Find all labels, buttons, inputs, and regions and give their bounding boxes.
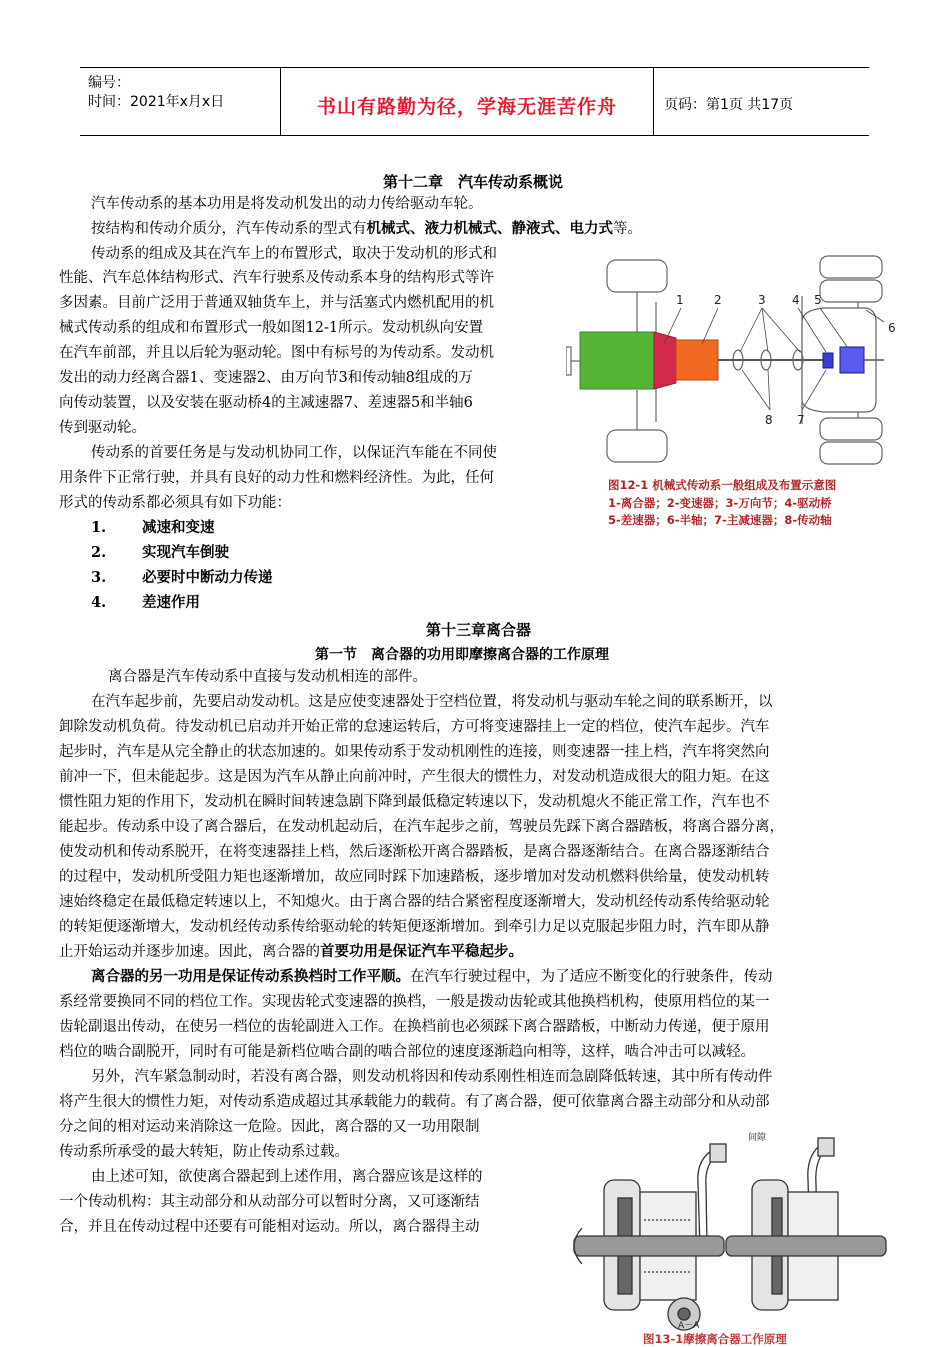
motto: 书山有路勤为径，学海无涯苦作舟 [316,96,617,118]
ch13-para-3-first [91,965,773,990]
function-list-item [91,541,229,566]
list-num: 4. [91,594,107,611]
clutch [654,332,676,389]
ch13-para-3-bold: 离合器的另一功用是保证传动系换档时工作平顺。 [91,968,410,985]
ch13-para-2-line: 在汽车起步前，先要启动发动机。这是应使变速器处于空档位置，将发动机与驱动车轮之间的联系断开，以 [91,694,773,710]
chapter12-title: 第十二章 汽车传动系概说 [383,173,564,191]
ch13-para-4-line: 将产生很大的惯性力矩，对传动系造成超过其承载能力的载荷。有了离合器，便可依靠离合器主动部分和从动部 [59,1094,770,1110]
figure-label: 2 [714,293,722,307]
chapter13-title: 第十三章离合器 [426,621,532,639]
main-reducer [823,353,833,368]
list-num: 3. [91,569,107,586]
ch12-para-3-line: 在汽车前部，并且以后轮为驱动轮。图中有标号的为传动系。发动机 [59,345,494,361]
ch12-para-3-line: 向传动装置，以及安装在驱动桥4的主减速器7、差速器5和半轴6 [59,395,473,411]
ch13-para-2-last-bold: 首要功用是保证汽车平稳起步。 [320,943,523,960]
list-text: 减速和变速 [142,519,215,536]
figure-label: 1 [676,293,684,307]
figure-caption-line: 1-离合器；2-变速器；3-万向节；4-驱动桥 [608,496,832,510]
list-text: 实现汽车倒驶 [142,544,229,561]
function-list-item [91,591,200,616]
gearbox [676,340,718,380]
ch13-para-4-line: 分之间的相对运动来消除这一危险。因此，离合器的又一功用限制 [59,1119,480,1135]
ch12-para-2-text: 按结构和传动介质分，汽车传动系的型式有 [91,221,367,237]
figure-caption-line: 5-差速器；6-半轴；7-主减速器；8-传动轴 [608,513,832,527]
ch12-para-3-line: 性能、汽车总体结构形式、汽车行驶系及传动系本身的结构形式等许 [59,270,494,286]
list-num: 1. [91,519,107,536]
ch13-para-2-line: 能起步。传动系中设了离合器后，在发动机起动后，在汽车起步之前，驾驶员先踩下离合器踏板，将离合器分离， [59,819,784,835]
rear-wheel [820,418,882,440]
ch13-para-2-line: 起步时，汽车是从完全静止的状态加速的。如果传动系于发动机刚性的连接，则变速器一挂上档，汽车将突然向 [59,744,770,760]
differential [840,347,864,373]
ch13-para-5-line: 由上述可知，欲使离合器起到上述作用，离合器应该是这样的 [91,1169,483,1185]
ch12-para-1: 汽车传动系的基本功用是将发动机发出的动力传给驱动车轮。 [91,196,483,212]
front-wheel [607,260,667,292]
figure-label: 7 [797,413,805,427]
ch13-para-5-line: 合，并且在传动过程中还要有可能相对运动。所以，离合器得主动 [59,1219,480,1235]
section-title: 第一节 离合器的功用即摩擦离合器的工作原理 [315,647,609,663]
list-text: 必要时中断动力传递 [142,569,273,586]
ch13-para-5-line: 一个传动机构：其主动部分和从动部分可以暂时分离，又可逐渐结 [59,1194,480,1210]
ch12-para-2 [91,217,642,242]
ch12-para-2-bold: 机械式、液力机械式、静液式、电力式 [366,220,613,237]
ch12-para-3-line: 械式传动系的组成和布置形式一般如图12-1所示。发动机纵向安置 [59,320,484,336]
page-header [80,67,869,136]
ch12-para-4-line: 传动系的首要任务是与发动机协同工作，以保证汽车能在不同使 [91,445,497,461]
function-list-item [91,566,273,591]
header-page-cell [654,68,869,135]
list-num: 2. [91,544,107,561]
engine [580,332,654,389]
header-motto-cell [281,68,654,135]
front-wheel [607,430,667,462]
ch13-para-3-line: 系经常要换同不同的档位工作。实现齿轮式变速器的换档，一般是拨动齿轮或其他换档机构，使原用档位的某一 [59,994,770,1010]
ch13-para-3-text: 在汽车行驶过程中，为了适应不断变化的行驶条件，传动 [410,969,773,985]
rear-wheel [820,442,882,464]
ch13-para-3-line: 档位的啮合副脱开，同时有可能是新档位啮合副的啮合部位的速度逐渐趋向相等，这样，啮合冲击可以减轻。 [59,1044,755,1060]
ch13-para-2-line: 前冲一下，但未能起步。这是因为汽车从静止向前冲时，产生很大的惯性力，对发动机造成很大的阻力矩。在这 [59,769,770,785]
ch13-para-2-line: 使发动机和传动系脱开，在将变速器挂上档，然后逐渐松开离合器踏板，是离合器逐渐结合。在离合器逐渐结合 [59,844,770,860]
ch12-para-3-line: 发出的动力经离合器1、变速器2、由万向节3和传动轴8组成的万 [59,370,473,386]
ch13-para-2-line: 卸除发动机负荷。待发动机已启动并开始正常的怠速运转后，方可将变速器挂上一定的档位，使汽车起步。汽车 [59,719,770,735]
figure-label: A－A [678,1321,700,1331]
ch13-para-2-line: 速始终稳定在最低稳定转速以上，不知熄火。由于离合器的结合紧密程度逐渐增大，发动机经传动系传给驱动轮 [59,894,770,910]
ch13-para-4-line: 另外，汽车紧急制动时，若没有离合器，则发动机将因和传动系刚性相连而急剧降低转速，其中所有传动件 [91,1069,773,1085]
code-label: 编号： [88,75,130,91]
rear-wheel [820,280,882,302]
ch12-para-3-line: 传动系的组成及其在汽车上的布置形式，取决于发动机的形式和 [91,246,497,262]
ch13-para-1: 离合器是汽车传动系中直接与发动机相连的部件。 [108,669,427,685]
ch13-para-2-line: 的过程中，发动机所受阻力矩也逐渐增加，故应同时踩下加速踏板，逐步增加对发动机燃料供给量，使发动机转 [59,869,770,885]
figure-label: 间隙 [748,1133,767,1143]
figure-label: 8 [765,413,773,427]
figure-caption-line: 图12-1 机械式传动系一般组成及布置示意图 [608,478,837,492]
ch13-para-2-line: 的转矩便逐渐增大，发动机经传动系传给驱动轮的转矩便逐渐增加。到牵引力足以克服起步阻力时，汽车即从静 [59,919,770,935]
figure-label: 4 [792,293,800,307]
figure-label: 6 [888,321,896,335]
rear-wheel [820,256,882,278]
figure-label: 5 [814,293,822,307]
function-list-item [91,516,215,541]
ch12-para-2-end: 等。 [613,221,642,237]
ch12-para-4-line: 形式的传动系都必须具有如下功能： [59,495,291,511]
ch12-para-4-line: 用条件下正常行驶，并具有良好的动力性和燃料经济性。为此，任何 [59,470,494,486]
page-number: 页码：第1页 共17页 [664,97,794,113]
ch13-para-2-last-text: 止开始运动并逐步加速。因此，离合器的 [59,944,320,960]
header-meta-cell [80,68,281,135]
ch13-para-3-line: 齿轮副退出传动，在使另一档位的齿轮副进入工作。在换档前也必须踩下离合器踏板，中断动力传递，便于原用 [59,1019,770,1035]
ch13-para-4-line: 传动系所承受的最大转矩，防止传动系过载。 [59,1144,349,1160]
list-text: 差速作用 [142,594,200,611]
figure-label: 3 [758,293,766,307]
ch13-para-2-last [59,940,523,965]
ch12-para-3-line: 多因素。目前广泛用于普通双轴货车上，并与活塞式内燃机配用的机 [59,295,494,311]
ch12-para-3-line: 传到驱动轮。 [59,420,146,436]
ch13-para-2-line: 惯性阻力矩的作用下，发动机在瞬时间转速急剧下降到最低稳定转速以下，发动机熄火不能正常工作，汽车也不 [59,794,770,810]
figure-caption: 图13-1摩擦离合器工作原理 [643,1332,787,1346]
drivetrain-figure [566,252,896,472]
clutch-figure [566,1128,896,1334]
date-label: 时间：2021年x月x日 [88,94,225,110]
